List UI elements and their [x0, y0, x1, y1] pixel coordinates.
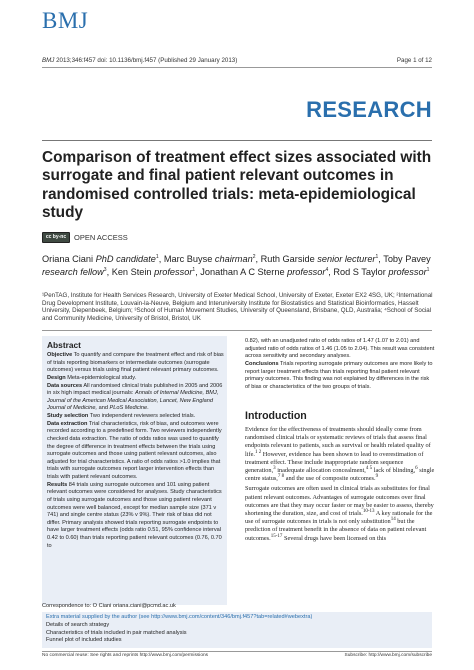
intro-paragraph [245, 485, 435, 542]
intro-text: However, evidence has been shown to lead to overestimation of treatment effect. These include inappropriate random sequence generation, [245, 450, 424, 475]
sources-label: Data sources [47, 382, 83, 389]
results-text: 84 trials using surrogate outcomes and 101 using patient relevant outcomes were considered for analyses. Study characteristics of trials using surrogate outcomes and those using patient relevant outcomes were well balanced, except for median sample size (371 v 741) and single centre status (23% v 9%). Their risk of bias did not differ. Primary analysis showed trials reporting surrogate endpoints to have larger treatment effects (odds ratio 0.51, 95% confidence interval 0.42 to 0.60) than trials reporting patient relevant outcomes (0.76, 0.70 to [47, 481, 222, 549]
author-role: chairman [214, 254, 253, 264]
author-role: professor [287, 267, 326, 278]
citation-ref[interactable]: 3 [273, 465, 276, 471]
design-label: Design [47, 374, 66, 381]
abstract-continued [245, 338, 435, 391]
citation-ref[interactable]: 4 5 [365, 465, 373, 471]
author-name: Toby Pavey [383, 254, 431, 264]
title-divider [42, 140, 432, 141]
citation-ref[interactable]: 6 [415, 465, 418, 471]
intro-text: inadequate allocation concealment, [275, 467, 366, 475]
open-access-badge [42, 232, 128, 243]
extraction-label: Data extraction [47, 420, 88, 427]
author-name: Jonathan A C Sterne [200, 267, 285, 278]
affil-ref: 1 [375, 253, 379, 260]
article-title: Comparison of treatment effect sizes associated with surrogate and final patient relevant outcomes in randomised controlled trials: meta-epidemiological study [42, 149, 432, 222]
objective-text: To quantify and compare the treatment effect and risk of bias of trials reporting biomarkers or intermediate outcomes (surrogate outcomes) versus trials using final patient relevant primary outcomes. [47, 352, 224, 374]
citation-text: 2013;346:f457 doi: 10.1136/bmj.f457 (Published 29 January 2013) [54, 57, 238, 64]
author-role: professor [388, 267, 427, 278]
results-continued: 0.82), with an unadjusted ratio of odds ratios of 1.47 (1.07 to 2.01) and adjusted ratio of odds ratios of 1.46 (1.05 to 2.04). This result was consistent across sensitivity and secondary analyses. [245, 338, 435, 360]
citation-ref[interactable]: 1 2 [254, 449, 262, 455]
author-role: research fellow [42, 267, 104, 278]
journal-abbrev: BMJ [42, 57, 55, 64]
extra-material-list [46, 622, 187, 645]
citation-ref[interactable]: 7 8 [277, 474, 285, 480]
section-label: RESEARCH [306, 97, 432, 122]
author-role: PhD candidate [95, 254, 156, 264]
citation-line [42, 57, 237, 64]
extraction-text: Trial characteristics, risk of bias, and outcomes were recorded according to a predefined form. Two reviewers independently checked data extraction. The ratio of odds ratios was used to quantify the degree of difference in treatment effects between the trials using surrogate outcomes and those using patient relevant outcomes, also adjusted for trial characteristics. A ratio of odds ratios >1.0 implies that trials with surrogate outcomes report larger intervention effects than trials with patient relevant outcomes. [47, 420, 222, 480]
citation-ref[interactable]: 10-13 [362, 508, 375, 514]
conclusions-text: Trials reporting surrogate primary outcomes are more likely to report larger treatment effects than trials reporting final patient relevant primary outcomes. This finding was not explained by differences in the risk of bias or characteristics of the two groups of trials. [245, 360, 433, 390]
footer-permissions[interactable]: No commercial reuse: See rights and reprints http://www.bmj.com/permissions [42, 653, 209, 658]
creative-commons-icon: cc by-nc [42, 232, 70, 243]
results-label: Results [47, 481, 68, 488]
author-name: Oriana Ciani [42, 254, 94, 264]
correspondence: Correspondence to: O Ciani oriana.ciani@pcmd.ac.uk [42, 603, 176, 609]
header-divider [42, 67, 432, 68]
sources-end: . [147, 405, 149, 412]
sources-journals: Annals of Internal Medicine, BMJ, Journal of the American Medical Association, Lancet, New England Journal of Medicine, [47, 390, 219, 412]
affiliations-divider [42, 330, 432, 331]
author-role: professor [154, 267, 193, 278]
intro-text: A key rationale for the use of surrogate outcomes in trials is not only substitution [245, 510, 433, 526]
page-number: Page 1 of 12 [396, 57, 432, 64]
author-list: Oriana Ciani PhD candidate$^1$, Marc Buyse chairman$^2$, Ruth Garside senior lecturer$^1$, Toby Pavey research fellow$^3$, Ken Stein professor$^1$, Jonathan A C Sterne professor$^4$, Rod S Taylor professor$^1$ [42, 253, 431, 278]
citation-ref[interactable]: 15-17 [270, 533, 283, 539]
affil-ref: 1 [192, 267, 196, 274]
affil-ref: 1 [155, 253, 159, 260]
affiliations: ¹PenTAG, Institute for Health Services Research, University of Exeter Medical School, University of Exeter, Exeter EX2 4SG, UK; ²International Drug Development Institute, Louvain-la-Neuve, Belgium and Interuniversity Institute for Biostatistics and Statistical Bioinformatics, Hasselt University, Diepenbeek, Belgium; ³School of Human Movement Studies, University of Queensland, Brisbane, QLD, Australia; ⁴School of Social and Community Medicine, University of Bristol, Bristol, UK [42, 292, 433, 323]
abstract-body [47, 352, 224, 550]
sources-plos: PLoS Medicine [109, 405, 148, 412]
intro-text: lack of blinding, [372, 467, 416, 475]
affil-ref: 4 [325, 267, 329, 274]
conclusions-label: Conclusions [245, 360, 279, 367]
journal-logo: BMJ [42, 8, 89, 33]
selection-text: Two independent reviewers selected trials. [88, 413, 196, 419]
author-name: Marc Buyse [163, 254, 213, 264]
author-role: senior lecturer [317, 254, 376, 264]
affil-ref: 3 [103, 267, 107, 274]
citation-ref[interactable]: 14 [390, 517, 396, 523]
intro-text: Surrogate outcomes are often used in clinical trials as substitutes for final patient relevant outcomes. Advantages of surrogate outcomes over final outcomes are that they may occur faster or may be easier to assess, thereby shortening the duration, size, and cost of trials. [245, 485, 434, 518]
extra-material-item[interactable]: Details of search strategy [46, 622, 110, 628]
intro-text: but the prediction of treatment benefit in the absence of data on patient relevant outcomes. [245, 518, 427, 542]
extra-material-item[interactable]: Funnel plot of included studies [46, 637, 122, 644]
author-name: Ruth Garside [260, 254, 315, 264]
intro-text: Several drugs have been licensed on this [282, 534, 387, 542]
affil-ref: 2 [252, 253, 256, 260]
extra-material-link[interactable]: Extra material supplied by the author (see http://www.bmj.com/content/346/bmj.f457?tab=related#webextra) [46, 614, 313, 620]
intro-text: Evidence for the effectiveness of treatments should ideally come from randomised clinical trials or systematic reviews of trials that assess final endpoints relevant to patients, such as survival or health related quality of life. [245, 426, 431, 458]
design-text: Meta-epidemiological study. [65, 374, 137, 381]
intro-paragraph [245, 426, 435, 483]
selection-label: Study selection [47, 413, 89, 419]
author-name: Ken Stein [111, 267, 152, 278]
footer-subscribe[interactable]: Subscribe: http://www.bmj.com/subscribe [344, 653, 432, 658]
objective-label: Objective [47, 352, 73, 358]
extra-material-item[interactable]: Characteristics of trials included in pair matched analysis [46, 629, 187, 636]
affil-ref: 1 [426, 267, 430, 274]
introduction-body [245, 426, 435, 545]
open-access-label: OPEN ACCESS [74, 233, 128, 242]
sources-text: All randomised clinical trials published in 2005 and 2006 in six high impact medical journals: [47, 382, 223, 397]
intro-text: and the use of composite outcomes. [284, 475, 376, 483]
introduction-heading: Introduction [245, 410, 307, 422]
author-name: Rod S Taylor [333, 267, 386, 278]
footer-divider [42, 651, 432, 652]
abstract-heading: Abstract [47, 340, 81, 350]
sources-and: and [97, 405, 110, 412]
citation-ref[interactable]: 9 [375, 474, 379, 480]
intro-text: single centre status, [245, 467, 435, 483]
